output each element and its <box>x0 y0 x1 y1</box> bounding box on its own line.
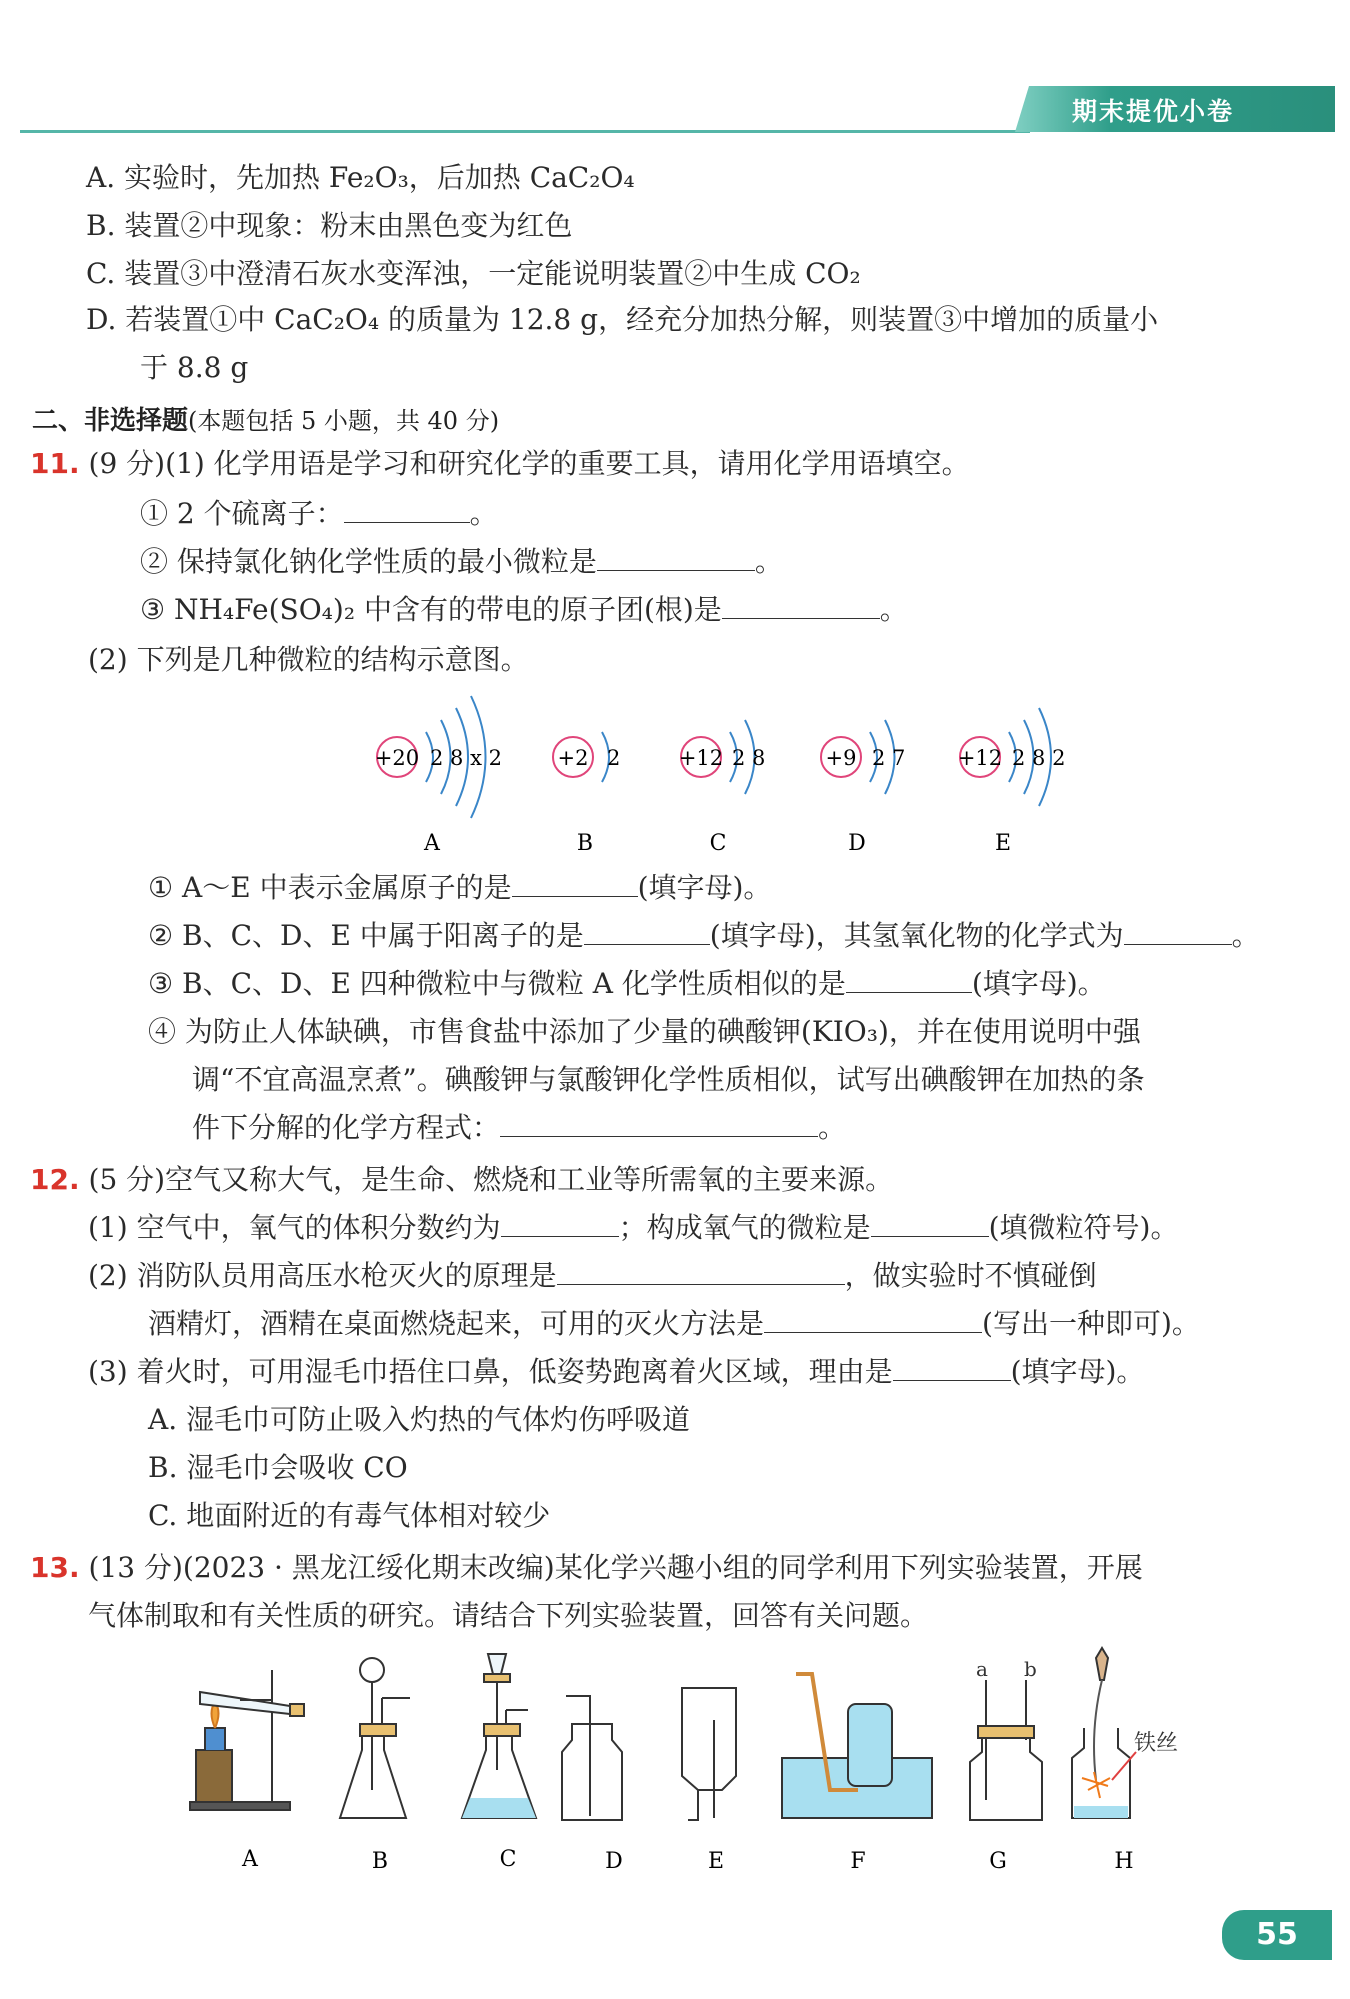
answer-blank[interactable] <box>344 496 470 523</box>
apparatus-a <box>190 1670 304 1810</box>
q12-intro: (5 分)空气又称大气，是生命、燃烧和工业等所需氧的主要来源。 <box>88 1163 894 1196</box>
section-heading: 二、非选择题 <box>32 406 189 436</box>
q12-intro-line <box>30 1162 893 1198</box>
apparatus-label: H <box>1114 1849 1134 1874</box>
atom-e <box>958 708 1066 806</box>
q11-t4-line1: ④ 为防止人体缺碘，市售食盐中添加了少量的碘酸钾(KIO₃)，并在使用说明中强 <box>148 1015 1141 1048</box>
q12-p1a: (1) 空气中，氧气的体积分数约为 <box>88 1211 501 1244</box>
apparatus-label: G <box>989 1849 1007 1874</box>
atom-nucleus: +9 <box>825 746 857 770</box>
atom-nucleus: +12 <box>957 746 1003 770</box>
q12-number: 12. <box>30 1163 80 1196</box>
q12-p2b: ，做实验时不慎碰倒 <box>844 1259 1097 1292</box>
q11-t1a: ① A～E 中表示金属原子的是 <box>148 871 512 904</box>
atom-d <box>821 720 905 794</box>
answer-blank[interactable] <box>1124 918 1232 945</box>
apparatus-label: A <box>242 1847 258 1872</box>
q12-p2d: (写出一种即可)。 <box>982 1307 1200 1340</box>
q12-p2-line2 <box>148 1306 1200 1342</box>
header-title: 期末提优小卷 <box>1072 97 1235 126</box>
atom-c <box>679 720 766 794</box>
atom-shells: 2 7 <box>872 746 906 770</box>
q12-p3-line <box>88 1354 1144 1390</box>
apparatus-label: D <box>605 1849 623 1874</box>
q11-t2b: (填字母)，其氢氧化物的化学式为 <box>709 919 1124 952</box>
answer-blank[interactable] <box>557 1258 845 1285</box>
atom-nucleus: +2 <box>557 746 589 770</box>
q11-t1b: (填字母)。 <box>637 871 772 904</box>
q11-s3: ③ NH₄Fe(SO₄)₂ 中含有的带电的原子团(根)是 <box>140 593 722 626</box>
q12-p3b: (填字母)。 <box>1010 1355 1145 1388</box>
atom-nucleus: +20 <box>374 746 420 770</box>
apparatus-d <box>562 1696 622 1820</box>
atom-label: C <box>709 831 727 856</box>
q11-s2-line: ② 保持氯化钠化学性质的最小微粒是 。 <box>140 545 783 578</box>
page-number: 55 <box>1222 1910 1332 1960</box>
atom-shells: 2 8 x 2 <box>430 746 502 770</box>
q12-p1b: ；构成氧气的微粒是 <box>618 1211 871 1244</box>
atom-a <box>375 696 502 818</box>
q12-option-a: A. 湿毛巾可防止吸入灼热的气体灼伤呼吸道 <box>148 1403 691 1436</box>
answer-blank[interactable] <box>501 1210 619 1237</box>
q11-t1-line <box>148 870 771 906</box>
answer-blank[interactable] <box>764 1306 982 1333</box>
option-a: A. 实验时，先加热 Fe₂O₃，后加热 CaC₂O₄ <box>86 161 635 194</box>
atom-label: D <box>848 831 866 856</box>
apparatus-label: F <box>850 1849 866 1874</box>
q11-part2: (2) 下列是几种微粒的结构示意图。 <box>88 643 529 676</box>
atom-shells: 2 8 <box>732 746 766 770</box>
atom-b <box>553 732 620 782</box>
section-note: (本题包括 5 小题，共 40 分) <box>188 407 500 435</box>
q12-p2a: (2) 消防队员用高压水枪灭火的原理是 <box>88 1259 557 1292</box>
apparatus-label: E <box>707 1849 725 1874</box>
section-title <box>32 400 499 437</box>
atom-diagrams <box>0 680 1350 860</box>
q12-p2-line <box>88 1258 1097 1294</box>
apparatus-h <box>1072 1648 1178 1818</box>
answer-blank[interactable] <box>584 918 710 945</box>
answer-blank[interactable] <box>893 1354 1011 1381</box>
answer-blank[interactable] <box>512 870 638 897</box>
apparatus-label: B <box>371 1849 389 1874</box>
q12-option-c: C. 地面附近的有毒气体相对较少 <box>148 1499 551 1532</box>
atom-shells: 2 8 2 <box>1012 746 1066 770</box>
q13-number: 13. <box>30 1551 80 1584</box>
option-d-line2: 于 8.8 g <box>140 351 249 384</box>
apparatus-label: C <box>499 1847 517 1872</box>
port-a-label: a <box>976 1657 988 1681</box>
q11-s1: ① 2 个硫离子： <box>140 497 344 530</box>
atom-label: B <box>576 831 594 856</box>
answer-blank[interactable] <box>500 1110 818 1137</box>
q13-intro: (13 分)(2023 · 黑龙江绥化期末改编)某化学兴趣小组的同学利用下列实验装置，开展 <box>88 1551 1143 1584</box>
atom-nucleus: +12 <box>678 746 724 770</box>
q11-t2a: ② B、C、D、E 中属于阳离子的是 <box>148 919 584 952</box>
q11-intro: (9 分)(1) 化学用语是学习和研究化学的重要工具，请用化学用语填空。 <box>88 447 970 480</box>
option-c: C. 装置③中澄清石灰水变浑浊，一定能说明装置②中生成 CO₂ <box>86 257 861 290</box>
q12-p2c: 酒精灯，酒精在桌面燃烧起来，可用的灭火方法是 <box>148 1307 765 1340</box>
iron-wire-label: 铁丝 <box>1134 1731 1179 1756</box>
atom-shells: 2 <box>607 746 621 770</box>
q13-intro-line <box>30 1550 1143 1586</box>
q11-t4-line3: 件下分解的化学方程式： 。 <box>192 1111 847 1144</box>
answer-blank[interactable] <box>597 544 755 571</box>
q11-t4c: 件下分解的化学方程式： <box>192 1111 501 1144</box>
port-b-label: b <box>1024 1657 1037 1681</box>
q11-s2: ② 保持氯化钠化学性质的最小微粒是 <box>140 545 597 578</box>
atom-label: E <box>994 831 1012 856</box>
q11-number: 11. <box>30 447 80 480</box>
apparatus-e <box>682 1688 736 1820</box>
apparatus-b <box>340 1658 410 1818</box>
option-b: B. 装置②中现象：粉末由黑色变为红色 <box>86 209 573 242</box>
q11-t4-line2: 调“不宜高温烹煮”。碘酸钾与氯酸钾化学性质相似，试写出碘酸钾在加热的条 <box>192 1063 1145 1096</box>
header-rule <box>20 130 1030 133</box>
atom-label: A <box>424 831 440 856</box>
lab-apparatus <box>0 1640 1350 1880</box>
apparatus-c <box>462 1654 536 1818</box>
q11-t3a: ③ B、C、D、E 四种微粒中与微粒 A 化学性质相似的是 <box>148 967 846 1000</box>
q12-p1c: (填微粒符号)。 <box>988 1211 1179 1244</box>
answer-blank[interactable] <box>871 1210 989 1237</box>
apparatus-g <box>970 1657 1042 1820</box>
q12-option-b: B. 湿毛巾会吸收 CO <box>148 1451 408 1484</box>
answer-blank[interactable] <box>722 592 880 619</box>
option-d-line1: D. 若装置①中 CaC₂O₄ 的质量为 12.8 g，经充分加热分解，则装置③中增加的质量小 <box>86 303 1159 336</box>
q12-p1-line <box>88 1210 1178 1246</box>
answer-blank[interactable] <box>846 966 972 993</box>
q11-s1-line: ① 2 个硫离子： 。 <box>140 497 498 530</box>
q13-intro-line2: 气体制取和有关性质的研究。请结合下列实验装置，回答有关问题。 <box>88 1599 929 1632</box>
q11-t3-line <box>148 966 1106 1002</box>
q11-t2-line: ② B、C、D、E 中属于阳离子的是 (填字母)，其氢氧化物的化学式为 。 <box>148 919 1260 952</box>
q11-s3-line: ③ NH₄Fe(SO₄)₂ 中含有的带电的原子团(根)是 。 <box>140 593 908 626</box>
q11-intro-line <box>30 446 970 482</box>
apparatus-f <box>782 1674 932 1818</box>
q12-p3a: (3) 着火时，可用湿毛巾捂住口鼻，低姿势跑离着火区域，理由是 <box>88 1355 893 1388</box>
q11-t3b: (填字母)。 <box>971 967 1106 1000</box>
